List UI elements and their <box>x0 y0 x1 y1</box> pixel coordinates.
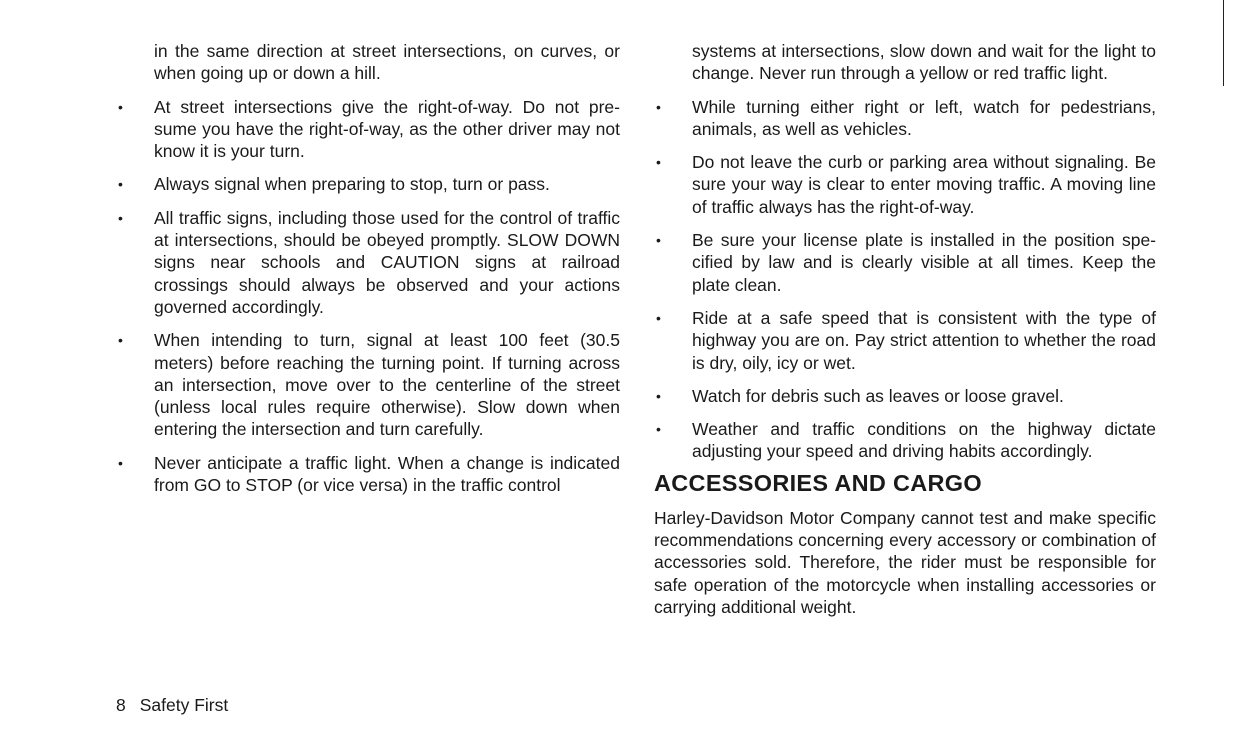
page-footer <box>116 694 228 716</box>
left-column <box>116 40 620 496</box>
bullet-icon: • <box>118 98 123 115</box>
bullet-icon: • <box>656 387 661 404</box>
list-item: • Ride at a safe speed that is consistent with the type of highway you are on. Pay strict attention to whether the road is dry, oily, icy or wet. <box>656 307 1156 373</box>
list-item: • While turning either right or left, watch for pedestrians, animals, as well as vehicles. <box>656 96 1156 139</box>
list-item: • At street intersections give the right-of-way. Do not pre-sume you have the right-of-way, as the other driver may not know it is your turn. <box>118 96 620 162</box>
section-paragraph: Harley-Davidson Motor Company cannot test and make specific recommendations concerning every accessory or combination of accessories sold. Therefore, the rider must be responsible for safe operation of the motorcycle when installing accessories or carrying additional weight. <box>654 507 1156 617</box>
right-bullet-list <box>654 96 1156 463</box>
right-column <box>654 40 1156 618</box>
bullet-icon: • <box>656 154 661 171</box>
bullet-icon: • <box>118 176 123 193</box>
section-title: Safety First <box>139 695 229 715</box>
section-heading: ACCESSORIES AND CARGO <box>654 469 982 496</box>
list-item: • Never anticipate a traffic light. When a change is indicated from GO to STOP (or vice versa) in the traffic control <box>118 452 620 496</box>
left-continuation-text: in the same direction at street intersections, on curves, or when going up or down a hill. <box>154 41 620 84</box>
list-item: • Be sure your license plate is installed in the position spe-cified by law and is clearly visible at all times. Keep the plate clean. <box>656 230 1156 295</box>
bullet-icon: • <box>656 309 661 326</box>
page-edge-divider <box>1223 0 1224 86</box>
left-bullet-list <box>116 96 620 497</box>
list-item: • Always signal when preparing to stop, turn or pass. <box>118 174 550 195</box>
bullet-icon: • <box>656 98 661 115</box>
list-item: • Do not leave the curb or parking area without signaling. Be sure your way is clear to enter moving traffic. A moving line of traffic always has the right-of-way. <box>656 152 1156 217</box>
bullet-icon: • <box>656 232 661 249</box>
right-continuation-text: systems at intersections, slow down and wait for the light to change. Never run through a yellow or red traffic light. <box>692 41 1156 84</box>
page-number: 8 <box>116 695 126 715</box>
bullet-icon: • <box>118 209 123 226</box>
list-item: • When intending to turn, signal at least 100 feet (30.5 meters) before reaching the turning point. If turning across an intersection, move over to the centerline of the street (unless local rules require otherwise). Slow down when entering the intersection and turn carefully. <box>118 330 620 440</box>
list-item: • Watch for debris such as leaves or loose gravel. <box>656 385 1064 406</box>
list-item: • All traffic signs, including those used for the control of traffic at intersections, should be obeyed promptly. SLOW DOWN signs near schools and CAUTION signs at railroad crossings should always be observed and your actions governed accordingly. <box>118 207 620 317</box>
bullet-icon: • <box>656 421 661 438</box>
list-item: • Weather and traffic conditions on the highway dictate adjusting your speed and driving habits accordingly. <box>656 419 1156 462</box>
bullet-icon: • <box>118 454 123 471</box>
bullet-icon: • <box>118 332 123 349</box>
